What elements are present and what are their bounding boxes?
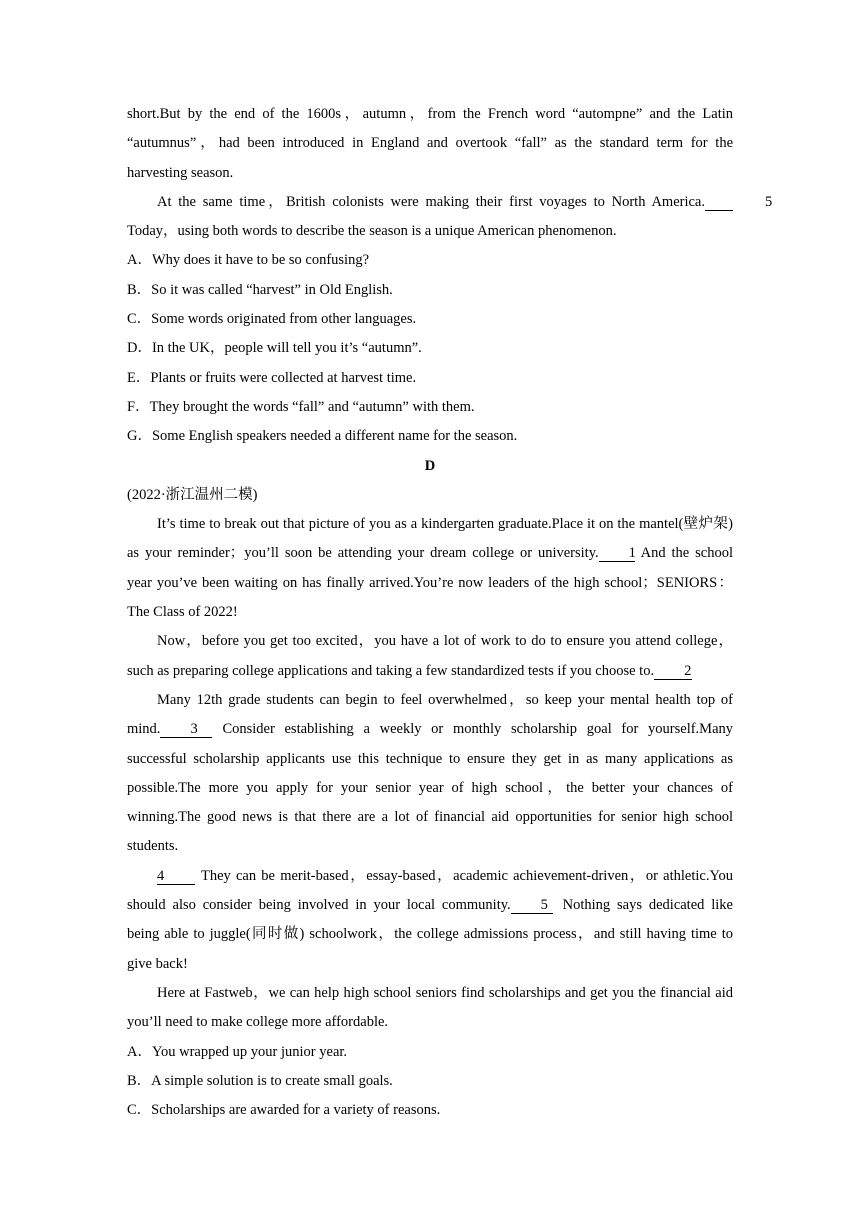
passage-c-p2-text-after: Today，using both words to describe the season is a unique American phenomenon. <box>127 223 617 240</box>
option-d-a: A．You wrapped up your junior year. <box>127 1043 348 1060</box>
option-c-b: B．So it was called “harvest” in Old English. <box>127 281 393 298</box>
blank-1: 1 <box>599 545 635 562</box>
blank-5-c: 5 <box>705 194 733 211</box>
option-c-f: F．They brought the words “fall” and “autumn” with them. <box>127 398 475 415</box>
blank-4: 4 <box>157 868 195 885</box>
passage-d-paragraph-3: Many 12th grade students can begin to feel overwhelmed，so keep your mental health top of mind. 3 Consider establishing a weekly or monthly scholarship goal for yourself.Many successful scholarship applicants use this technique to ensure they get in as many applications as possible.The more you apply for your senior year of high school，the better your chances of winning.The good news is that there are a lot of financial aid opportunities for senior high school students. <box>127 691 733 855</box>
passage-d-paragraph-5: Here at Fastweb，we can help high school seniors find scholarships and get you the financial aid you’ll need to make college more affordable. <box>127 984 733 1031</box>
passage-c-paragraph-2 <box>127 188 773 247</box>
option-c-d: D．In the UK，people will tell you it’s “autumn”. <box>127 340 422 357</box>
option-c-c: C．Some words originated from other languages. <box>127 311 417 328</box>
option-c-a: A．Why does it have to be so confusing? <box>127 252 370 269</box>
blank-3: 3 <box>160 721 212 738</box>
option-d-b: B．A simple solution is to create small goals. <box>127 1072 393 1089</box>
passage-d-paragraph-2: Now，before you get too excited，you have a lot of work to do to ensure you attend college，such as preparing college applications and taking a few standardized tests if you choose to. 2 <box>127 633 733 679</box>
passage-d-paragraph-4: 4 They can be merit-based，essay-based，academic achievement-driven，or athletic.You should also consider being involved in your local community. 5 Nothing says dedicated like being able to juggle(同时做) schoolwork，the college admissions process，and still having time to give back! <box>127 867 733 972</box>
passage-c-p2-text-before: At the same time，British colonists were making their first voyages to North America. <box>157 193 705 210</box>
section-heading-d: D <box>424 457 436 474</box>
option-c-e: E．Plants or fruits were collected at harvest time. <box>127 369 417 386</box>
source-note: (2022·浙江温州二模) <box>127 486 258 503</box>
document-page <box>127 100 773 1125</box>
option-d-c: C．Scholarships are awarded for a variety of reasons. <box>127 1102 441 1119</box>
option-c-g: G．Some English speakers needed a different name for the season. <box>127 428 518 445</box>
passage-d-paragraph-1: It’s time to break out that picture of you as a kindergarten graduate.Place it on the mantel(壁炉架) as your reminder；you’ll soon be attending your dream college or university. 1 And the school year you’ve been waiting on has finally arrived.You’re now leaders of the high school；SENIORS：The Class of 2022! <box>127 516 734 621</box>
blank-2: 2 <box>654 663 692 680</box>
blank-5: 5 <box>511 897 553 914</box>
passage-c-paragraph-1: short.But by the end of the 1600s，autumn，from the French word “autompne” and the Latin “autumnus”，had been introduced in England and overtook “fall” as the standard term for the harvesting season. <box>127 106 733 181</box>
